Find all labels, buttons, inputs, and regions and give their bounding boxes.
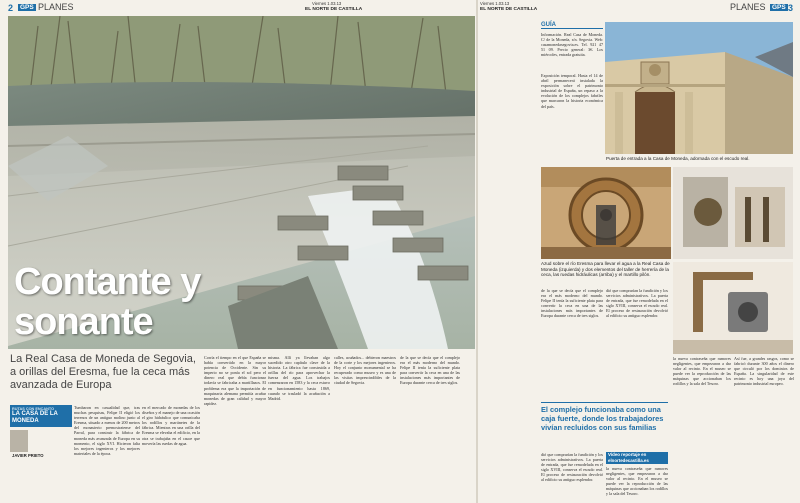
right-body-column-3: la nueva contraseña que rumores negligentes, que empezaron a dar valor al recinto. En el museo se puede ver la reproducción de las máquinas que accionaban los rodillos y la sala del Tesoro. <box>673 356 731 387</box>
right-page-number: 3 <box>788 3 794 13</box>
forge-tools-photo <box>673 167 793 259</box>
right-body-column-2b: la nueva contraseña que rumores negligentes, que empezaron a dar valor al recinto. En el museo se puede ver la reproducción de las máquinas que accionaban los rodillos y la sala del Tesoro. <box>606 466 668 497</box>
body-column-6: de la que se decía que el complejo era el más moderno del mundo. Felipe II tenía la suficiente plata para convertir la ceca en una de las instalaciones más importantes de Europa durante cerca de tres siglos. <box>400 355 460 386</box>
video-link[interactable]: Vídeo reportaje en elnortedecastilla.es <box>606 452 668 464</box>
right-paper-name: EL NORTE DE CASTILLA <box>480 7 538 12</box>
right-section-tag: GPS <box>772 4 786 11</box>
right-body-column-1: de la que se decía que el complejo era el más moderno del mundo. Felipe II tenía la suficiente plata para convertir la ceca en una de las instalaciones más importantes de Europa durante cerca de tres siglos. <box>541 288 603 319</box>
right-body-column-4: Así fue, a grandes rasgos, como se fabricó durante 300 años el dinero que circuló por los dominios de España. La singularidad de este recinto es hoy una joya del patrimonio industrial europeo. <box>734 356 794 387</box>
forge-tools-image <box>673 167 793 259</box>
entrance-door-image <box>605 22 793 154</box>
water-wheel-image <box>541 167 671 259</box>
body-column-2: en el mercado de monedas de los diseños y el manejo de una ocasión el giro hidráulico que comunicaba los rodillos y martinetes de la fábrica. Mientras en una orilla del Eresma se elevaba el edificio, en la otra se trabajaba en el cauce que movería las ruedas de agua. <box>142 405 200 446</box>
pull-quote-rule <box>541 402 668 403</box>
pull-quote: El complejo funcionaba como una caja fuerte, donde los trabajadores vivían recluidos con sus familias <box>541 405 664 432</box>
entrance-door-photo <box>605 22 793 154</box>
body-column-5: calles, acuñados... debieron maestros de la corte y los mejores ingenieros. Hoy el conjunto monumental se ha recuperado como museo y es una de las visitas imprescindibles de la ciudad de Segovia. <box>334 355 396 386</box>
headline: Contante y sonante <box>14 261 201 343</box>
caption-wheels: Azud sobre el río Eresma para llevar el agua a la Real Casa de Moneda (izquierda) y dos elementos del taller de herrería de la ceca, las ruedas hidráulicas (arriba) y el martillo pilón. <box>541 261 670 278</box>
left-section-name: PLANES <box>38 2 74 12</box>
column-tag-box <box>10 405 72 427</box>
water-wheel-photo <box>541 167 671 259</box>
page-gutter <box>476 0 478 503</box>
machinery-image <box>673 262 793 354</box>
left-date: Viernes 1.03.13 <box>312 1 342 6</box>
subhead: La Real Casa de Moneda de Segovia, a orillas del Eresma, fue la ceca más avanzada de Europa <box>10 353 196 391</box>
body-column-3: Corría el tiempo en el que España se había convertido en la mayor potencia de Occidente. Sin su imperio no se ponía el sol pero el dinero real que debía funcionar todavía se fabricaba a martillazos. El problema era que la importación de maquinaria alemana permitía acuñar monedas de gran calidad y mayor rapidez. <box>204 355 266 406</box>
column-title: LA CASA DE LA MONEDA <box>12 411 58 424</box>
body-column-4: misma. Allí ya llevaban algo sucedido otro capítulo clave de la historia. La fábrica fue construida a orillas del río para aprovechar la fuerza del agua. Los trabajos comenzaron en 1583 y la ceca estuvo en funcionamiento hasta 1869, cuando se trasladó la acuñación a Madrid. <box>268 355 330 401</box>
guide-title: GUÍA <box>541 22 603 29</box>
left-paper-name: EL NORTE DE CASTILLA <box>305 7 363 12</box>
author-photo <box>10 430 28 452</box>
column-label: RUTAS CON ENCANTO <box>12 407 55 411</box>
left-page-number: 2 <box>8 3 14 13</box>
right-body-column-1b: dió que comprarían la fundición y los servicios administrativos. La puerta de entrada, que fue remodelada en el siglo XVIII, conserva el escudo real. El proceso de restauración devolvió al edificio su antiguo esplendor. <box>541 452 603 483</box>
right-section-name: PLANES <box>730 2 766 12</box>
caption-entrance: Puerta de entrada a la Casa de Moneda, adornada con el escudo real. <box>606 156 750 161</box>
author-name: JAVIER PRIETO <box>12 453 44 458</box>
body-column-1: Tumbaron en casualidad que, tras muchas pesquisas, Felipe II eligió los terrenos de un antiguo molino junto al Eresma, situado a menos de 200 metros del monasterio premostratense del Parral, para construir la fábrica de moneda más avanzada de Europa en su momento, el siglo XVI. Hicieron falta los mejores ingenieros y los mejores materiales de la época. <box>74 405 140 456</box>
guide-info: Información. Real Casa de Moneda. C/ de la Moneda, s/n. Segovia. Web: casamonedasegovia.es. Tel. 921 47 51 09. Precio general: 3€. Los miércoles, entrada gratuita. <box>541 32 603 58</box>
guide-exhibit: Exposición temporal. Hasta el 14 de abril permanecerá instalada la exposición sobre el patrimonio industrial de España, un repaso a la evolución de los complejos fabriles que marcaron la historia económica del país. <box>541 73 603 109</box>
left-section-tag: GPS <box>20 4 34 11</box>
right-body-column-2: dió que comprarían la fundición y los servicios administrativos. La puerta de entrada, que fue remodelada en el siglo XVIII, conserva el escudo real. El proceso de restauración devolvió al edificio su antiguo esplendor. <box>606 288 668 319</box>
guide-box <box>541 22 603 167</box>
right-date: Viernes 1.03.13 <box>480 1 510 6</box>
machinery-photo <box>673 262 793 354</box>
